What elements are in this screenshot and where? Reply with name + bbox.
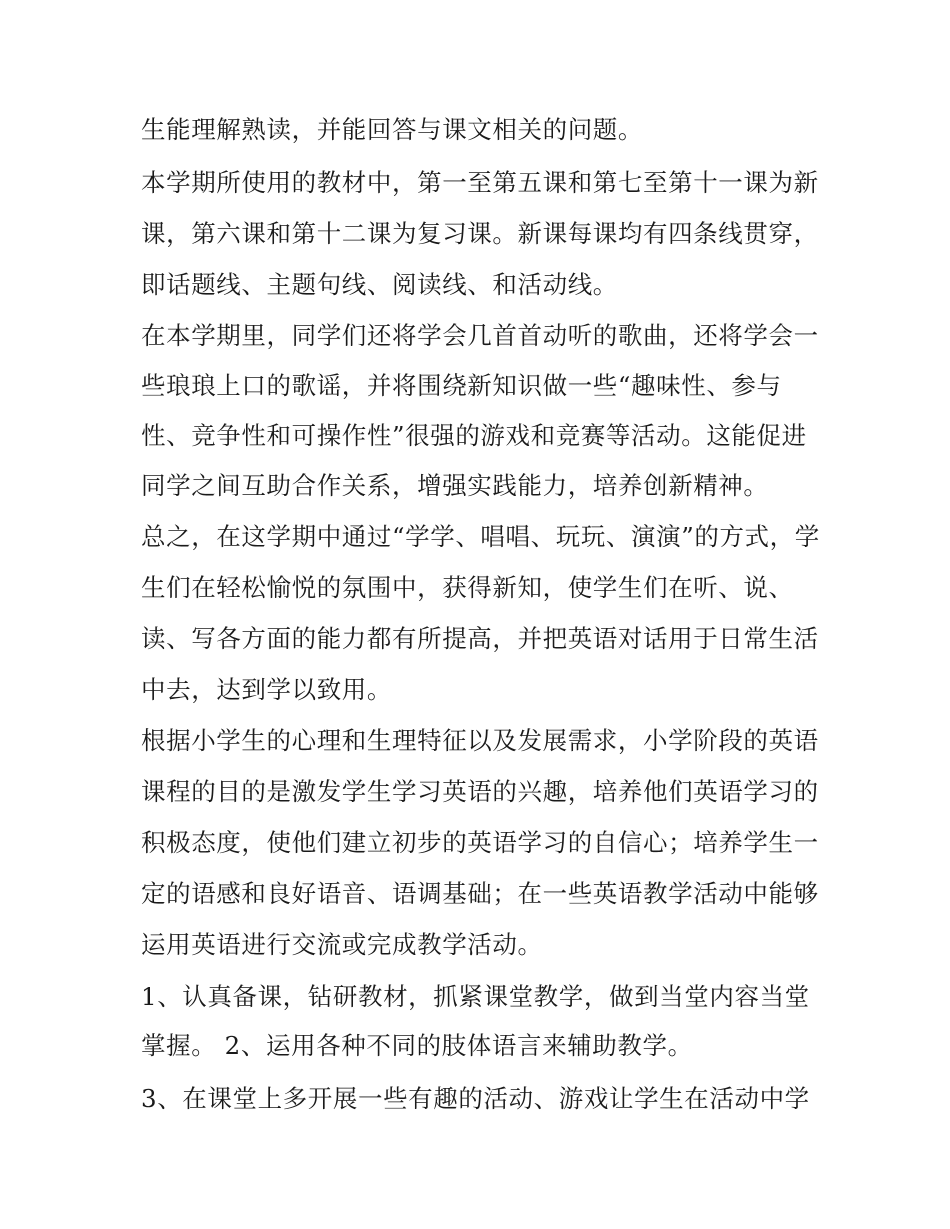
text-line-10: 生们在轻松愉悦的氛围中，获得新知，使学生们在听、说、 xyxy=(141,573,794,602)
text-line-5: 在本学期里，同学们还将学会几首首动听的歌曲，还将学会一 xyxy=(141,321,819,350)
text-line-16: 定的语感和良好语音、语调基础；在一些英语教学活动中能够 xyxy=(141,879,819,908)
text-line-6: 些琅琅上口的歌谣，并将围绕新知识做一些“趣味性、参与 xyxy=(141,371,782,400)
text-line-17: 运用英语进行交流或完成教学活动。 xyxy=(141,930,543,959)
text-line-18: 1、认真备课，钻研教材，抓紧课堂教学，做到当堂内容当堂 xyxy=(141,982,810,1011)
text-line-3: 课，第六课和第十二课为复习课。新课每课均有四条线贯穿， xyxy=(141,219,819,248)
text-line-9: 总之，在这学期中通过“学学、唱唱、玩玩、演演”的方式，学 xyxy=(141,522,820,551)
text-line-1: 生能理解熟读，并能回答与课文相关的问题。 xyxy=(141,115,643,144)
text-line-19: 掌握。 2、运用各种不同的肢体语言来辅助教学。 xyxy=(141,1031,693,1060)
text-line-15: 积极态度，使他们建立初步的英语学习的自信心；培养学生一 xyxy=(141,828,819,857)
text-line-13: 根据小学生的心理和生理特征以及发展需求，小学阶段的英语 xyxy=(141,726,819,755)
text-line-12: 中去，达到学以致用。 xyxy=(141,675,392,704)
text-line-2: 本学期所使用的教材中，第一至第五课和第七至第十一课为新 xyxy=(141,168,819,197)
text-line-20: 3、在课堂上多开展一些有趣的活动、游戏让学生在活动中学 xyxy=(141,1084,810,1113)
text-line-7: 性、竞争性和可操作性”很强的游戏和竞赛等活动。这能促进 xyxy=(141,421,807,450)
text-line-11: 读、写各方面的能力都有所提高，并把英语对话用于日常生活 xyxy=(141,624,819,653)
text-line-4: 即话题线、主题句线、阅读线、和活动线。 xyxy=(141,270,618,299)
text-line-8: 同学之间互助合作关系，增强实践能力，培养创新精神。 xyxy=(141,471,769,500)
text-line-14: 课程的目的是激发学生学习英语的兴趣，培养他们英语学习的 xyxy=(141,777,819,806)
